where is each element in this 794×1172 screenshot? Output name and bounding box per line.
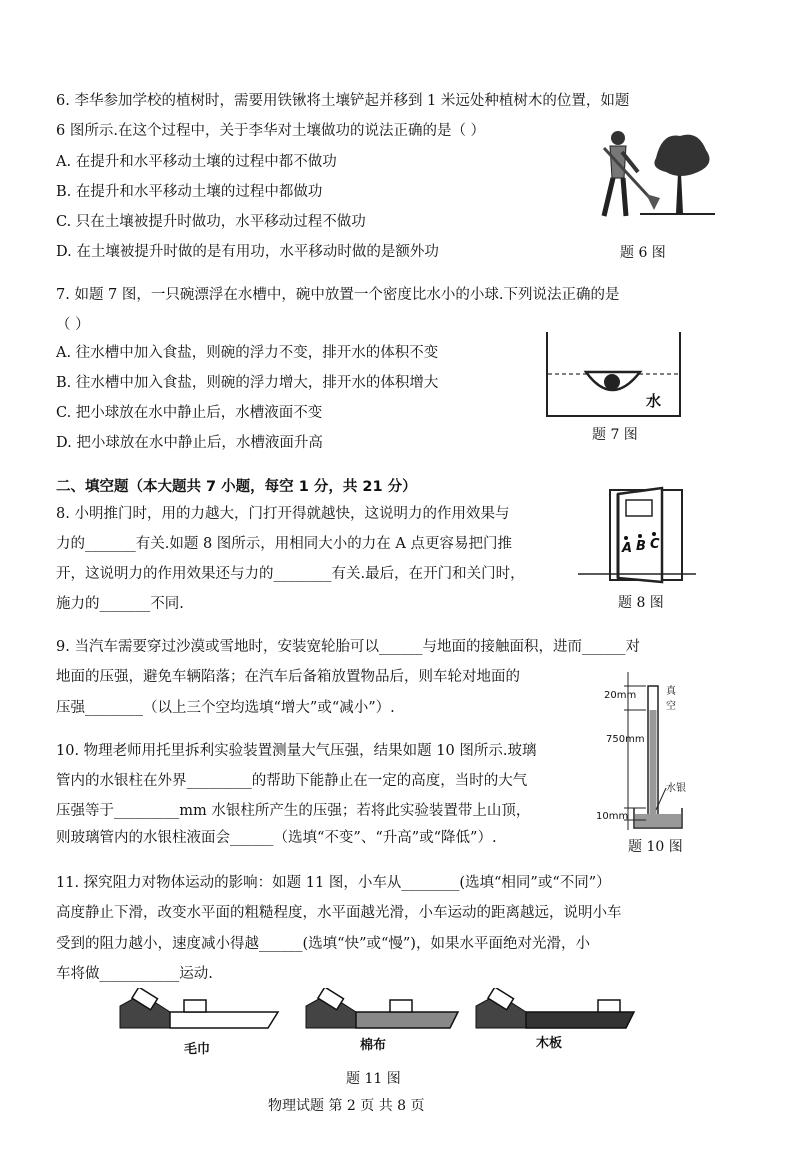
q11-surface-board: 木板 — [536, 1036, 563, 1051]
q6-figure — [580, 128, 720, 220]
point-b-dot — [638, 534, 642, 538]
tree-crown — [654, 135, 709, 176]
q11-figure — [118, 988, 638, 1038]
q7-water-label: 水 — [646, 392, 662, 410]
tree-trunk — [676, 173, 683, 213]
q8-line3: 开，这说明力的作用效果还与力的________有关.最后，在开门和关门时， — [56, 566, 525, 582]
q10-label-vacuum1: 真 — [666, 686, 676, 697]
ramp-board — [476, 988, 634, 1028]
q8-line1: 8. 小明推门时，用的力越大，门打开得就越快，这说明力的作用效果与 — [56, 506, 510, 522]
person-legs — [604, 178, 626, 216]
q6-option-d: D. 在土壤被提升时做的是有用功，水平移动时做的是额外功 — [56, 244, 439, 260]
q10-label-vacuum2: 空 — [666, 701, 676, 712]
q8-figure — [578, 486, 698, 586]
q10-line2: 管内的水银柱在外界_________的帮助下能静止在一定的高度，当时的大气 — [56, 773, 528, 789]
shovel-blade — [646, 194, 660, 210]
q11-line1: 11. 探究阻力对物体运动的影响：如题 11 图，小车从________(选填“相同”或“不同”） — [56, 875, 611, 891]
towel-surface — [170, 1012, 278, 1028]
q7-stem-line2: （ ） — [56, 317, 90, 333]
page-footer: 物理试题 第 2 页 共 8 页 — [268, 1098, 425, 1114]
q6-caption: 题 6 图 — [620, 245, 666, 261]
q11-line3: 受到的阻力越小，速度减小得越______(选填“快”或“慢”)，如果水平面绝对光滑，小 — [56, 936, 590, 952]
q11-line2: 高度静止下滑，改变水平面的粗糙程度，水平面越光滑，小车运动的距离越远，说明小车 — [56, 905, 622, 921]
q7-option-b: B. 往水槽中加入食盐，则碗的浮力增大，排开水的体积增大 — [56, 375, 439, 391]
person-head — [611, 131, 625, 145]
q11-caption: 题 11 图 — [346, 1071, 401, 1087]
q9-line1: 9. 当汽车需要穿过沙漠或雪地时，安装宽轮胎可以______与地面的接触面积，进而______对 — [56, 639, 640, 655]
q10-label-top: 20mm — [604, 690, 637, 701]
ramp-towel — [120, 988, 278, 1028]
q11-line4: 车将做___________运动. — [56, 966, 213, 982]
section2-heading: 二、填空题（本大题共 7 小题，每空 1 分，共 21 分） — [56, 479, 417, 495]
q6-stem-line1: 6. 李华参加学校的植树时，需要用铁锹将土壤铲起并移到 1 米远处种植树木的位置，如题 — [56, 93, 630, 109]
q10-line1: 10. 物理老师用托里拆利实验装置测量大气压强，结果如题 10 图所示.玻璃 — [56, 743, 537, 759]
ramp-cotton — [306, 988, 458, 1028]
q9-line3: 压强________（以上三个空均选填“增大”或“减小”）. — [56, 700, 395, 716]
q11-surface-towel: 毛巾 — [184, 1042, 211, 1057]
q7-stem-line1: 7. 如题 7 图，一只碗漂浮在水槽中，碗中放置一个密度比水小的小球.下列说法正确的是 — [56, 287, 620, 303]
q10-line4: 则玻璃管内的水银柱液面会______（选填“不变”、“升高”或“降低”）. — [56, 830, 497, 846]
q10-line3: 压强等于_________mm 水银柱所产生的压强；若将此实验装置带上山顶， — [56, 803, 531, 819]
q8-line4: 施力的_______不同. — [56, 596, 184, 612]
q9-line2: 地面的压强，避免车辆陷落；在汽车后备箱放置物品后，则车轮对地面的 — [56, 669, 520, 685]
q7-option-c: C. 把小球放在水中静止后，水槽液面不变 — [56, 405, 323, 421]
q6-option-a: A. 在提升和水平移动土壤的过程中都不做功 — [56, 154, 337, 170]
q8-point-b: B — [636, 539, 646, 554]
q7-figure — [544, 330, 684, 420]
car-on-flat-2 — [390, 1000, 412, 1012]
q8-line2: 力的_______有关.如题 8 图所示，用相同大小的力在 A 点更容易把门推 — [56, 536, 512, 552]
q6-option-b: B. 在提升和水平移动土壤的过程中都做功 — [56, 184, 323, 200]
q6-stem-line2: 6 图所示.在这个过程中，关于李华对土壤做功的说法正确的是（ ） — [56, 123, 486, 139]
board-surface — [526, 1012, 634, 1028]
small-ball — [604, 374, 620, 390]
q7-option-a: A. 往水槽中加入食盐，则碗的浮力不变，排开水的体积不变 — [56, 345, 439, 361]
q10-label-mercury: 水银 — [666, 783, 686, 794]
point-c-dot — [652, 532, 656, 536]
q7-option-d: D. 把小球放在水中静止后，水槽液面升高 — [56, 435, 323, 451]
point-a-dot — [624, 536, 628, 540]
mercury-column — [650, 710, 657, 820]
q8-point-a: A — [622, 541, 633, 556]
q7-caption: 题 7 图 — [592, 427, 638, 443]
q8-caption: 题 8 图 — [618, 595, 664, 611]
car-on-flat-1 — [184, 1000, 206, 1012]
cotton-surface — [356, 1012, 458, 1028]
q10-label-middle: 750mm — [606, 734, 645, 745]
q6-option-c: C. 只在土壤被提升时做功，水平移动过程不做功 — [56, 214, 366, 230]
q10-label-bottom: 10mm — [596, 811, 629, 822]
q11-surface-cotton: 棉布 — [360, 1038, 387, 1053]
q8-point-c: C — [650, 537, 660, 552]
car-on-flat-3 — [598, 1000, 620, 1012]
q10-caption: 题 10 图 — [628, 839, 683, 855]
